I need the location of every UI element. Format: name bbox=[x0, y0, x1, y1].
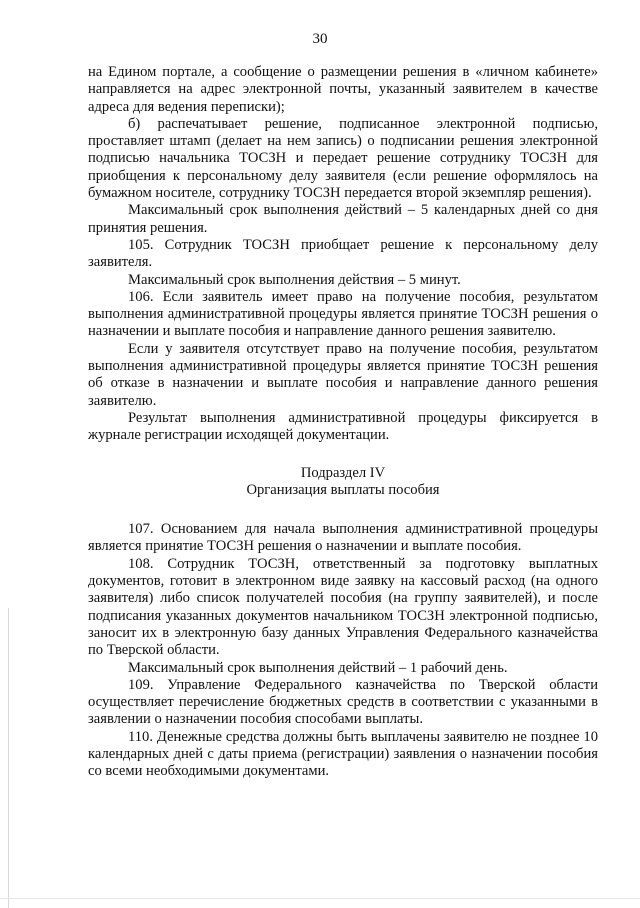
subsection-title: Организация выплаты пособия bbox=[246, 481, 440, 498]
paragraph-deadline-5-days: Максимальный срок выполнения действий – 5 календарных дней со дня принятия решения. bbox=[88, 202, 598, 236]
document-body bbox=[88, 64, 598, 781]
paragraph-109: 109. Управление Федерального казначейства по Тверской области осуществляет перечисление бюджетных средств в соответствии с указанными в заявлении о назначении пособия способами выплаты. bbox=[88, 676, 598, 728]
paragraph-110: 110. Денежные средства должны быть выплачены заявителю не позднее 10 календарных дней с даты приема (регистрации) заявления о назначении пособия со всеми необходимыми документами. bbox=[88, 728, 598, 780]
paragraph-continuation: на Едином портале, а сообщение о размещении решения в «личном кабинете» направляется на адрес электронной почты, указанный заявителем в качестве адреса для ведения переписки); bbox=[88, 64, 598, 115]
paragraph-106: 106. Если заявитель имеет право на получение пособия, результатом выполнения административной процедуры является принятие ТОСЗН решения о назначении и выплате пособия и направление данного решения заявителю. bbox=[88, 288, 598, 340]
scan-edge-line bbox=[8, 608, 9, 908]
paragraph-105: 105. Сотрудник ТОСЗН приобщает решение к персональному делу заявителя. bbox=[88, 236, 598, 271]
paragraph-result-record: Результат выполнения административной процедуры фиксируется в журнале регистрации исходящей документации. bbox=[88, 409, 598, 444]
spacer bbox=[88, 499, 598, 521]
paragraph-deadline-1-day: Максимальный срок выполнения действий – 1 рабочий день. bbox=[128, 659, 508, 676]
paragraph-item-b: б) распечатывает решение, подписанное электронной подписью, проставляет штамп (делает на нем запись) о подписании решения электронной подписью начальника ТОСЗН и передает решение сотруднику ТОСЗН для приобщения к персональному делу заявителя (если решение оформлялось на бумажном носителе, сотруднику ТОСЗН передается второй экземпляр решения). bbox=[88, 115, 598, 202]
subsection-label: Подраздел IV bbox=[300, 464, 386, 481]
paragraph-deadline-5-minutes: Максимальный срок выполнения действия – 5 минут. bbox=[128, 271, 461, 288]
paragraph-108: 108. Сотрудник ТОСЗН, ответственный за подготовку выплатных документов, готовит в электронном виде заявку на кассовый расход (на одного заявителя) либо список получателей пособия (на группу заявителей), и после подписания указанных документов начальником ТОСЗН электронной подписью, заносит их в электронную базу данных Управления Федерального казначейства по Тверской области. bbox=[88, 555, 598, 659]
page-number: 30 bbox=[312, 31, 328, 47]
paragraph-refusal: Если у заявителя отсутствует право на получение пособия, результатом выполнения административной процедуры является принятие ТОСЗН решения об отказе в назначении и выплате пособия и направление данного решения заявителю. bbox=[88, 340, 598, 409]
scan-bottom-line bbox=[0, 898, 640, 899]
spacer bbox=[88, 445, 598, 465]
paragraph-107: 107. Основанием для начала выполнения административной процедуры является принятие ТОСЗН решения о назначении и выплате пособия. bbox=[88, 521, 598, 555]
